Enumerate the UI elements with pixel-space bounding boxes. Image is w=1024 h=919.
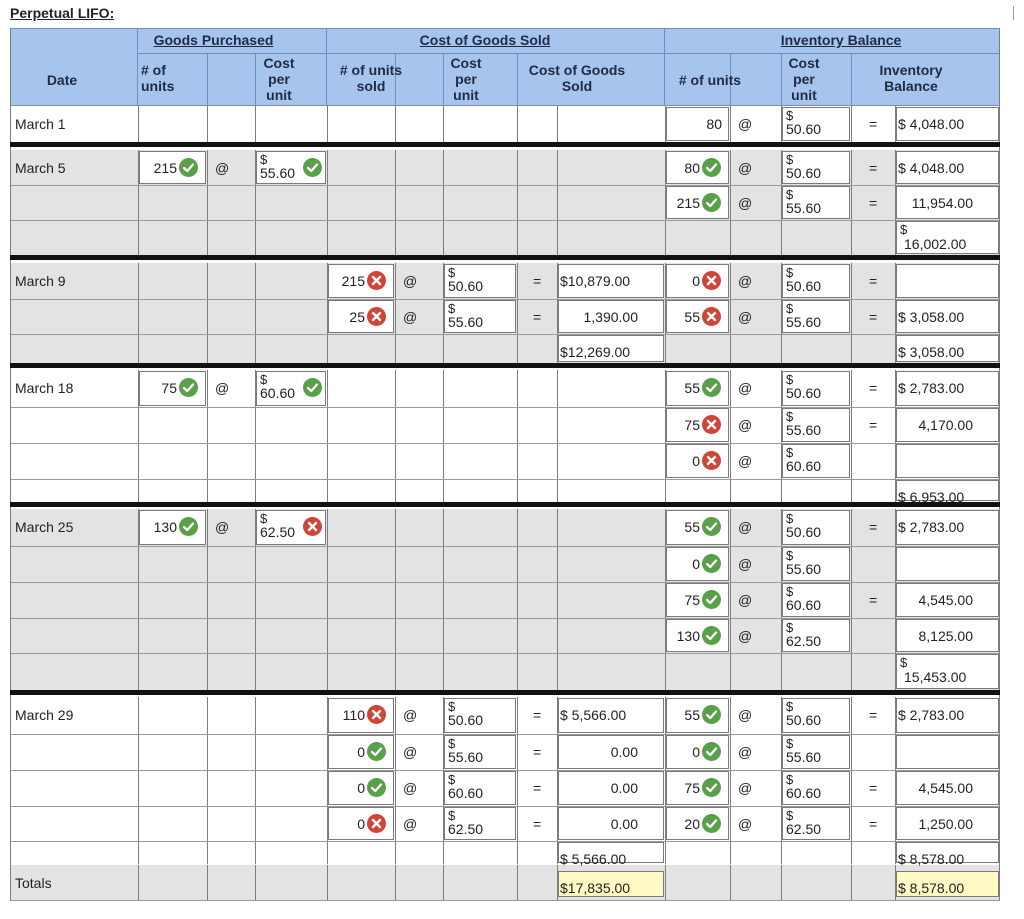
- cost-value: 50.60: [448, 278, 484, 294]
- x-icon: [702, 415, 721, 434]
- amount-value: $ 5,566.00: [560, 851, 627, 867]
- at-symbol: @: [738, 707, 753, 723]
- equals-symbol: =: [869, 417, 878, 433]
- row-date: March 1: [15, 116, 66, 132]
- dollar-sign: $: [900, 655, 908, 670]
- column-line: [395, 697, 396, 864]
- dollar-sign: $: [786, 301, 794, 316]
- equals-symbol: =: [869, 380, 878, 396]
- cost-value: 50.60: [786, 524, 822, 540]
- cost-value: 50.60: [448, 712, 484, 728]
- row-date: March 25: [15, 519, 74, 535]
- total-value: 16,002.00: [904, 236, 967, 252]
- col-inv-balance: Inventory Balance: [879, 62, 943, 94]
- section-separator: [10, 690, 1000, 695]
- at-symbol: @: [738, 556, 753, 572]
- units-value: 75: [684, 780, 700, 796]
- at-symbol: @: [738, 816, 753, 832]
- x-icon: [367, 271, 386, 290]
- units-value: 0: [692, 453, 700, 469]
- header-col-line: [255, 53, 256, 105]
- amount-value: 4,545.00: [918, 780, 973, 796]
- cost-value: 62.50: [448, 821, 484, 837]
- check-icon: [179, 158, 198, 177]
- header-divider: [138, 53, 1000, 54]
- column-line: [255, 697, 256, 864]
- at-symbol: @: [738, 380, 753, 396]
- units-value: 55: [684, 309, 700, 325]
- units-value: 215: [153, 160, 177, 176]
- units-value: 130: [153, 519, 177, 535]
- column-line: [395, 865, 396, 901]
- x-icon: [303, 517, 322, 536]
- column-line: [395, 509, 396, 690]
- col-cost-of-goods-sold: Cost of Goods Sold: [528, 62, 626, 94]
- column-line: [138, 263, 139, 363]
- cost-value: 55.60: [786, 200, 822, 216]
- column-line: [207, 106, 208, 142]
- equals-symbol: =: [533, 273, 542, 289]
- units-value: 25: [349, 309, 365, 325]
- dollar-sign: $: [786, 409, 794, 424]
- at-symbol: @: [403, 309, 418, 325]
- units-value: 55: [684, 380, 700, 396]
- units-value: 55: [684, 707, 700, 723]
- at-symbol: @: [738, 273, 753, 289]
- section-separator: [10, 502, 1000, 507]
- check-icon: [702, 590, 721, 609]
- dollar-sign: $: [448, 808, 456, 823]
- units-value: 55: [684, 519, 700, 535]
- cost-value: 60.60: [786, 458, 822, 474]
- amount-value: 8,125.00: [918, 628, 973, 644]
- section-separator: [10, 255, 1000, 260]
- amount-value: 0.00: [610, 816, 638, 832]
- units-value: 75: [684, 417, 700, 433]
- group-inventory-balance: Inventory Balance: [780, 32, 902, 48]
- check-icon: [702, 742, 721, 761]
- column-line: [395, 263, 396, 363]
- equals-symbol: =: [869, 707, 878, 723]
- table-left-edge: [10, 28, 11, 901]
- amount-input[interactable]: [896, 547, 999, 581]
- at-symbol: @: [738, 116, 753, 132]
- amount-input[interactable]: [896, 444, 999, 478]
- equals-symbol: =: [533, 744, 542, 760]
- column-line: [327, 106, 328, 142]
- amount-value: $ 3,058.00: [898, 309, 965, 325]
- equals-symbol: =: [869, 309, 878, 325]
- row-line: [10, 334, 1000, 335]
- check-icon: [367, 742, 386, 761]
- row-date: March 5: [15, 160, 66, 176]
- at-symbol: @: [403, 780, 418, 796]
- check-icon: [702, 626, 721, 645]
- cost-value: 62.50: [786, 821, 822, 837]
- col-inv-cost-per-unit: Cost per unit: [788, 55, 820, 103]
- column-line: [443, 509, 444, 690]
- column-line: [517, 150, 518, 255]
- row-date: March 18: [15, 380, 74, 396]
- column-line: [851, 509, 852, 690]
- dollar-sign: $: [786, 620, 794, 635]
- equals-symbol: =: [869, 816, 878, 832]
- amount-value: 4,545.00: [918, 592, 973, 608]
- column-line: [207, 865, 208, 901]
- col-cogs-cost-per-unit: Cost per unit: [450, 55, 482, 103]
- column-line: [207, 370, 208, 502]
- header-top-line: [10, 28, 1000, 29]
- amount-value: $17,835.00: [560, 880, 631, 896]
- cost-value: 55.60: [786, 422, 822, 438]
- group-cost-of-goods-sold: Cost of Goods Sold: [419, 32, 551, 48]
- check-icon: [179, 378, 198, 397]
- column-line: [730, 106, 731, 142]
- column-line: [327, 370, 328, 502]
- column-line: [557, 370, 558, 502]
- dollar-sign: $: [260, 372, 268, 387]
- column-line: [207, 509, 208, 690]
- units-value: 0: [357, 744, 365, 760]
- cost-value: 55.60: [786, 314, 822, 330]
- dollar-sign: $: [260, 152, 268, 167]
- column-line: [517, 697, 518, 864]
- cost-value: 60.60: [786, 785, 822, 801]
- amount-value: 11,954.00: [911, 195, 973, 211]
- at-symbol: @: [738, 309, 753, 325]
- amount-value: 0.00: [610, 744, 638, 760]
- at-symbol: @: [403, 273, 418, 289]
- cost-value: 62.50: [260, 524, 296, 540]
- equals-symbol: =: [533, 780, 542, 796]
- column-line: [207, 697, 208, 864]
- dollar-sign: $: [900, 222, 908, 237]
- column-line: [781, 865, 782, 901]
- column-line: [443, 370, 444, 502]
- dollar-sign: $: [786, 265, 794, 280]
- check-icon: [702, 705, 721, 724]
- units-value: 215: [676, 195, 700, 211]
- group-goods-purchased: Goods Purchased: [153, 32, 274, 48]
- units-value: 0: [692, 273, 700, 289]
- at-symbol: @: [215, 519, 230, 535]
- at-symbol: @: [738, 160, 753, 176]
- dollar-sign: $: [786, 772, 794, 787]
- col-inv-units: # of units: [678, 72, 742, 88]
- page-title: Perpetual LIFO:: [10, 5, 115, 21]
- check-icon: [702, 378, 721, 397]
- column-line: [207, 263, 208, 363]
- equals-symbol: =: [869, 160, 878, 176]
- cost-value: 60.60: [786, 597, 822, 613]
- amount-value: $ 4,048.00: [898, 116, 965, 132]
- at-symbol: @: [738, 592, 753, 608]
- equals-symbol: =: [533, 816, 542, 832]
- equals-symbol: =: [869, 519, 878, 535]
- column-line: [443, 865, 444, 901]
- column-line: [327, 150, 328, 255]
- cost-value: 60.60: [448, 785, 484, 801]
- cost-value: 55.60: [260, 165, 296, 181]
- column-line: [395, 106, 396, 142]
- row-line: [10, 220, 1000, 221]
- column-line: [665, 865, 666, 901]
- row-line: [10, 407, 1000, 408]
- check-icon: [367, 778, 386, 797]
- dollar-sign: $: [786, 548, 794, 563]
- check-icon: [702, 517, 721, 536]
- column-line: [557, 106, 558, 142]
- cost-value: 60.60: [260, 385, 296, 401]
- column-line: [395, 370, 396, 502]
- amount-value: 1,390.00: [583, 309, 638, 325]
- table-bottom-line: [10, 900, 1000, 901]
- column-line: [730, 697, 731, 864]
- amount-value: $10,879.00: [560, 273, 631, 289]
- cost-value: 55.60: [448, 749, 484, 765]
- amount-input[interactable]: [896, 264, 999, 298]
- dollar-sign: $: [448, 301, 456, 316]
- dollar-sign: $: [786, 152, 794, 167]
- column-line: [730, 263, 731, 363]
- row-line: [10, 618, 1000, 619]
- column-line: [138, 697, 139, 864]
- total-value: 15,453.00: [904, 669, 967, 685]
- row-line: [10, 546, 1000, 547]
- at-symbol: @: [215, 380, 230, 396]
- dollar-sign: $: [786, 584, 794, 599]
- x-icon: [367, 705, 386, 724]
- header-col-line: [207, 53, 208, 105]
- at-symbol: @: [403, 744, 418, 760]
- units-value: 0: [357, 780, 365, 796]
- column-line: [557, 150, 558, 255]
- row-line: [10, 479, 1000, 480]
- check-icon: [303, 158, 322, 177]
- row-line: [10, 582, 1000, 583]
- equals-symbol: =: [869, 780, 878, 796]
- units-value: 0: [357, 816, 365, 832]
- equals-symbol: =: [869, 592, 878, 608]
- at-symbol: @: [215, 160, 230, 176]
- column-line: [207, 150, 208, 255]
- units-value: 80: [684, 160, 700, 176]
- cost-value: 55.60: [448, 314, 484, 330]
- at-symbol: @: [403, 816, 418, 832]
- units-value: 0: [692, 556, 700, 572]
- units-value: 75: [161, 380, 177, 396]
- column-line: [327, 509, 328, 690]
- amount-value: $ 8,578.00: [898, 851, 965, 867]
- units-value: 130: [676, 628, 700, 644]
- amount-value: 1,250.00: [918, 816, 973, 832]
- at-symbol: @: [403, 707, 418, 723]
- dollar-sign: $: [786, 108, 794, 123]
- cost-value: 62.50: [786, 633, 822, 649]
- cost-value: 50.60: [786, 121, 822, 137]
- amount-value: 0.00: [610, 780, 638, 796]
- column-line: [851, 106, 852, 142]
- amount-value: $ 3,058.00: [898, 344, 965, 360]
- check-icon: [702, 778, 721, 797]
- column-line: [255, 263, 256, 363]
- column-line: [255, 106, 256, 142]
- column-line: [395, 150, 396, 255]
- row-line: [10, 185, 1000, 186]
- units-value: 110: [342, 707, 365, 723]
- dollar-sign: $: [448, 699, 456, 714]
- amount-value: 4,170.00: [918, 417, 973, 433]
- column-line: [730, 865, 731, 901]
- dollar-sign: $: [786, 445, 794, 460]
- dollar-sign: $: [786, 808, 794, 823]
- amount-value: $ 6,953.00: [898, 489, 965, 505]
- cost-value: 50.60: [786, 712, 822, 728]
- cost-value: 50.60: [786, 278, 822, 294]
- units-value: 20: [684, 816, 700, 832]
- units-value: 80: [706, 116, 722, 132]
- check-icon: [702, 158, 721, 177]
- check-icon: [702, 554, 721, 573]
- check-icon: [303, 378, 322, 397]
- at-symbol: @: [738, 628, 753, 644]
- section-separator: [10, 142, 1000, 147]
- dollar-sign: $: [448, 772, 456, 787]
- column-line: [327, 865, 328, 901]
- col-date: Date: [46, 72, 78, 88]
- amount-value: $ 2,783.00: [898, 707, 965, 723]
- column-line: [138, 865, 139, 901]
- row-date: March 29: [15, 707, 74, 723]
- row-date: Totals: [15, 875, 52, 891]
- column-line: [517, 509, 518, 690]
- column-line: [517, 106, 518, 142]
- units-value: 0: [692, 744, 700, 760]
- amount-value: $12,269.00: [560, 344, 631, 360]
- cost-value: 55.60: [786, 749, 822, 765]
- equals-symbol: =: [533, 309, 542, 325]
- amount-value: $ 5,566.00: [560, 707, 627, 723]
- cost-value: 50.60: [786, 165, 822, 181]
- amount-input[interactable]: [896, 735, 999, 769]
- col-units-sold: # of units sold: [339, 62, 403, 94]
- dollar-sign: $: [786, 736, 794, 751]
- at-symbol: @: [738, 780, 753, 796]
- column-line: [730, 509, 731, 690]
- column-line: [255, 865, 256, 901]
- dollar-sign: $: [786, 372, 794, 387]
- check-icon: [702, 193, 721, 212]
- column-line: [730, 150, 731, 255]
- column-line: [557, 509, 558, 690]
- check-icon: [702, 814, 721, 833]
- x-icon: [367, 814, 386, 833]
- dollar-sign: $: [786, 511, 794, 526]
- section-separator: [10, 363, 1000, 368]
- x-icon: [702, 451, 721, 470]
- column-line: [138, 106, 139, 142]
- column-line: [517, 865, 518, 901]
- x-icon: [702, 307, 721, 326]
- row-line: [10, 841, 1000, 842]
- equals-symbol: =: [533, 707, 542, 723]
- column-line: [730, 370, 731, 502]
- amount-value: $ 8,578.00: [898, 880, 965, 896]
- at-symbol: @: [738, 519, 753, 535]
- dollar-sign: $: [448, 265, 456, 280]
- table-right-edge: [999, 28, 1000, 901]
- column-line: [851, 697, 852, 864]
- amount-value: $ 4,048.00: [898, 160, 965, 176]
- amount-value: $ 2,783.00: [898, 380, 965, 396]
- at-symbol: @: [738, 195, 753, 211]
- col-units: # of units: [141, 62, 175, 94]
- dollar-sign: $: [448, 736, 456, 751]
- column-line: [517, 370, 518, 502]
- amount-value: $ 2,783.00: [898, 519, 965, 535]
- column-line: [851, 370, 852, 502]
- column-line: [851, 150, 852, 255]
- at-symbol: @: [738, 744, 753, 760]
- equals-symbol: =: [869, 195, 878, 211]
- row-line: [10, 653, 1000, 654]
- units-value: 75: [684, 592, 700, 608]
- row-line: [10, 443, 1000, 444]
- x-icon: [702, 271, 721, 290]
- col-cost-per-unit: Cost per unit: [263, 55, 295, 103]
- at-symbol: @: [738, 417, 753, 433]
- cost-value: 55.60: [786, 561, 822, 577]
- column-line: [443, 106, 444, 142]
- dollar-sign: $: [260, 511, 268, 526]
- cost-value: 50.60: [786, 385, 822, 401]
- column-line: [851, 263, 852, 363]
- header-date: [10, 28, 138, 105]
- column-line: [443, 150, 444, 255]
- dollar-sign: $: [786, 187, 794, 202]
- column-line: [851, 865, 852, 901]
- units-value: 215: [341, 273, 365, 289]
- equals-symbol: =: [869, 273, 878, 289]
- equals-symbol: =: [869, 116, 878, 132]
- dollar-sign: $: [786, 699, 794, 714]
- x-icon: [367, 307, 386, 326]
- at-symbol: @: [738, 453, 753, 469]
- column-line: [517, 263, 518, 363]
- row-date: March 9: [15, 273, 66, 289]
- check-icon: [179, 517, 198, 536]
